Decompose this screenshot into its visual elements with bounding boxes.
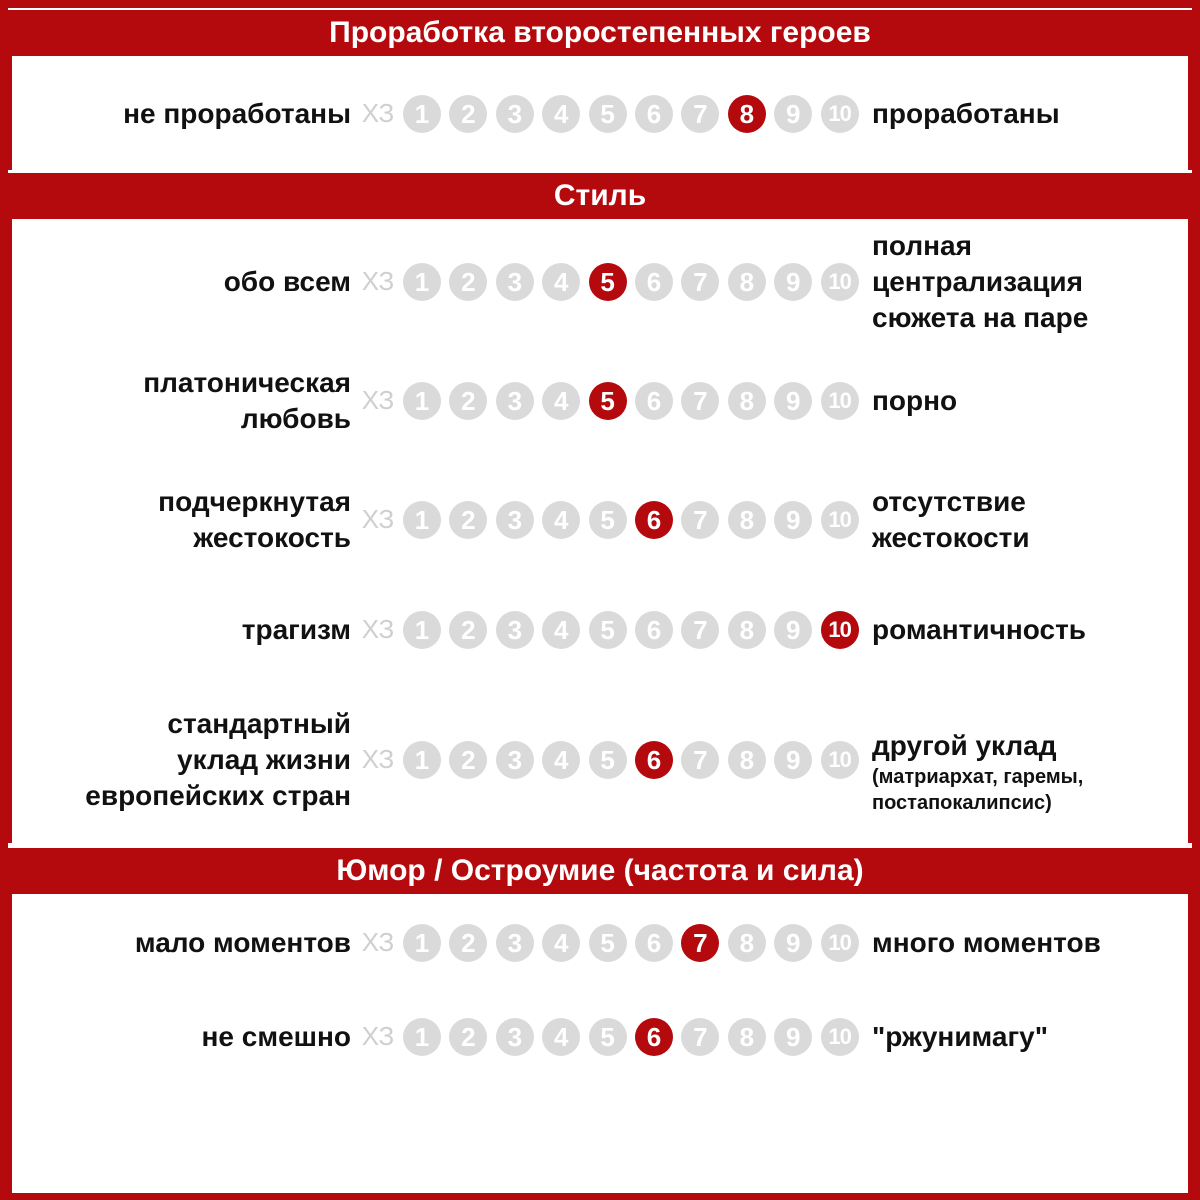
label-line: много моментов bbox=[872, 927, 1101, 958]
left-pole-label bbox=[135, 925, 351, 961]
label-line: проработаны bbox=[872, 98, 1060, 129]
label-line: "ржунимагу" bbox=[872, 1021, 1048, 1052]
right-pole-label bbox=[872, 228, 1088, 336]
scale-dot: 8 bbox=[728, 501, 766, 539]
scale-dot: 4 bbox=[542, 382, 580, 420]
scale-dot: 7 bbox=[681, 95, 719, 133]
scale-dot-selected: 5 bbox=[589, 382, 627, 420]
scale-dot: 3 bbox=[496, 611, 534, 649]
scale-dot: 7 bbox=[681, 501, 719, 539]
section-secondary-characters bbox=[8, 10, 1192, 170]
scale-dot: 2 bbox=[449, 95, 487, 133]
scale-dot: 5 bbox=[589, 741, 627, 779]
scale-dot: 9 bbox=[774, 501, 812, 539]
right-pole-label bbox=[872, 612, 1086, 648]
scale-dot-selected: 7 bbox=[681, 924, 719, 962]
dont-know-option: ХЗ bbox=[361, 614, 395, 644]
scale-dot-selected: 8 bbox=[728, 95, 766, 133]
scale-dot: 3 bbox=[496, 382, 534, 420]
label-line: полная bbox=[872, 230, 972, 261]
scale-dot: 1 bbox=[403, 924, 441, 962]
right-pole-label bbox=[872, 728, 1083, 816]
label-line: порно bbox=[872, 385, 958, 416]
scale-dot: 10 bbox=[821, 501, 859, 539]
dont-know-option: ХЗ bbox=[361, 744, 395, 774]
scale-dot: 10 bbox=[821, 382, 859, 420]
label-line: сюжета на паре bbox=[872, 302, 1089, 333]
scale-dot-selected: 6 bbox=[635, 501, 673, 539]
scale-dot: 4 bbox=[542, 611, 580, 649]
scale-dot: 5 bbox=[589, 501, 627, 539]
label-line: другой уклад bbox=[872, 730, 1057, 761]
scale-dot: 4 bbox=[542, 95, 580, 133]
label-line: подчеркнутая bbox=[158, 486, 351, 517]
scale-dot: 6 bbox=[635, 924, 673, 962]
scale-dot: 1 bbox=[403, 382, 441, 420]
dont-know-option: ХЗ bbox=[361, 385, 395, 415]
scale-dot: 8 bbox=[728, 924, 766, 962]
scale-dot: 9 bbox=[774, 741, 812, 779]
dont-know-option: ХЗ bbox=[361, 98, 395, 128]
label-line: романтичность bbox=[872, 614, 1086, 645]
scale-dot: 1 bbox=[403, 741, 441, 779]
scale-dot: 3 bbox=[496, 263, 534, 301]
scale-dot: 5 bbox=[589, 611, 627, 649]
right-pole-label bbox=[872, 383, 957, 419]
left-pole-label bbox=[123, 96, 351, 132]
scale-dot: 5 bbox=[589, 95, 627, 133]
left-pole-label bbox=[242, 612, 351, 648]
scale-dot: 7 bbox=[681, 741, 719, 779]
scale-dot: 10 bbox=[821, 1018, 859, 1056]
scale-dot: 3 bbox=[496, 741, 534, 779]
scale-dot: 7 bbox=[681, 263, 719, 301]
dont-know-option: ХЗ bbox=[361, 504, 395, 534]
scale-dot-selected: 6 bbox=[635, 1018, 673, 1056]
scale-dot: 8 bbox=[728, 741, 766, 779]
label-line: обо всем bbox=[223, 266, 351, 297]
right-pole-label bbox=[872, 484, 1030, 556]
scale-dot: 2 bbox=[449, 382, 487, 420]
scale-dot: 5 bbox=[589, 924, 627, 962]
label-line: жестокость bbox=[193, 522, 351, 553]
scale-dot: 8 bbox=[728, 263, 766, 301]
left-pole-label bbox=[85, 706, 351, 814]
scale-dot: 6 bbox=[635, 611, 673, 649]
scale-dot: 10 bbox=[821, 741, 859, 779]
scale-dot: 1 bbox=[403, 501, 441, 539]
label-line: любовь bbox=[240, 403, 351, 434]
section-title: Стиль bbox=[8, 173, 1192, 219]
scale-dot: 7 bbox=[681, 382, 719, 420]
label-line: мало моментов bbox=[134, 927, 351, 958]
scale-dot-selected: 6 bbox=[635, 741, 673, 779]
label-line: отсутствие bbox=[872, 486, 1026, 517]
scale-dot: 2 bbox=[449, 611, 487, 649]
left-pole-label bbox=[202, 1019, 351, 1055]
dont-know-option: ХЗ bbox=[361, 1021, 395, 1051]
scale-dot: 8 bbox=[728, 1018, 766, 1056]
left-pole-label bbox=[224, 264, 351, 300]
label-line: не проработаны bbox=[123, 98, 351, 129]
scale-dot: 9 bbox=[774, 382, 812, 420]
scale-dot: 8 bbox=[728, 382, 766, 420]
scale-dot: 1 bbox=[403, 611, 441, 649]
right-pole-label bbox=[872, 96, 1060, 132]
dont-know-option: ХЗ bbox=[361, 927, 395, 957]
scale-dot: 3 bbox=[496, 95, 534, 133]
scale-dot: 4 bbox=[542, 924, 580, 962]
scale-dot: 3 bbox=[496, 924, 534, 962]
scale-dot: 3 bbox=[496, 1018, 534, 1056]
label-line: трагизм bbox=[241, 614, 351, 645]
scale-dot: 4 bbox=[542, 741, 580, 779]
section-title: Проработка второстепенных героев bbox=[8, 10, 1192, 56]
label-line: (матриархат, гаремы, bbox=[872, 766, 1084, 788]
scale-dot: 6 bbox=[635, 95, 673, 133]
left-pole-label bbox=[143, 365, 351, 437]
scale-dot: 4 bbox=[542, 1018, 580, 1056]
scale-dot: 1 bbox=[403, 1018, 441, 1056]
scale-dot: 10 bbox=[821, 95, 859, 133]
scale-dot: 7 bbox=[681, 611, 719, 649]
scale-dot: 9 bbox=[774, 1018, 812, 1056]
scale-dot: 10 bbox=[821, 263, 859, 301]
scale-dot: 2 bbox=[449, 741, 487, 779]
scale-dot: 10 bbox=[821, 924, 859, 962]
label-line: европейских стран bbox=[85, 780, 351, 811]
left-pole-label bbox=[158, 484, 351, 556]
scale-dot: 9 bbox=[774, 95, 812, 133]
scale-dot: 2 bbox=[449, 263, 487, 301]
scale-dot: 6 bbox=[635, 263, 673, 301]
scale-dot-selected: 10 bbox=[821, 611, 859, 649]
scale-dot: 4 bbox=[542, 263, 580, 301]
scale-dot: 9 bbox=[774, 611, 812, 649]
scale-dot: 3 bbox=[496, 501, 534, 539]
scale-dot-selected: 5 bbox=[589, 263, 627, 301]
scale-dot: 2 bbox=[449, 924, 487, 962]
label-line: стандартный bbox=[167, 708, 351, 739]
scale-dot: 2 bbox=[449, 501, 487, 539]
scale-dot: 6 bbox=[635, 382, 673, 420]
label-line: жестокости bbox=[872, 522, 1030, 553]
scale-dot: 5 bbox=[589, 1018, 627, 1056]
right-pole-label bbox=[872, 925, 1101, 961]
scale-dot: 7 bbox=[681, 1018, 719, 1056]
scale-dot: 1 bbox=[403, 263, 441, 301]
label-line: уклад жизни bbox=[177, 744, 351, 775]
label-line: платоническая bbox=[143, 367, 351, 398]
label-line: централизация bbox=[872, 266, 1083, 297]
scale-dot: 4 bbox=[542, 501, 580, 539]
scale-dot: 9 bbox=[774, 263, 812, 301]
scale-dot: 1 bbox=[403, 95, 441, 133]
dont-know-option: ХЗ bbox=[361, 266, 395, 296]
right-pole-label bbox=[872, 1019, 1048, 1055]
scale-dot: 8 bbox=[728, 611, 766, 649]
label-line: не смешно bbox=[201, 1021, 351, 1052]
section-title: Юмор / Остроумие (частота и сила) bbox=[8, 848, 1192, 894]
scale-dot: 9 bbox=[774, 924, 812, 962]
scale-dot: 2 bbox=[449, 1018, 487, 1056]
label-line: постапокалипсис) bbox=[872, 792, 1052, 814]
